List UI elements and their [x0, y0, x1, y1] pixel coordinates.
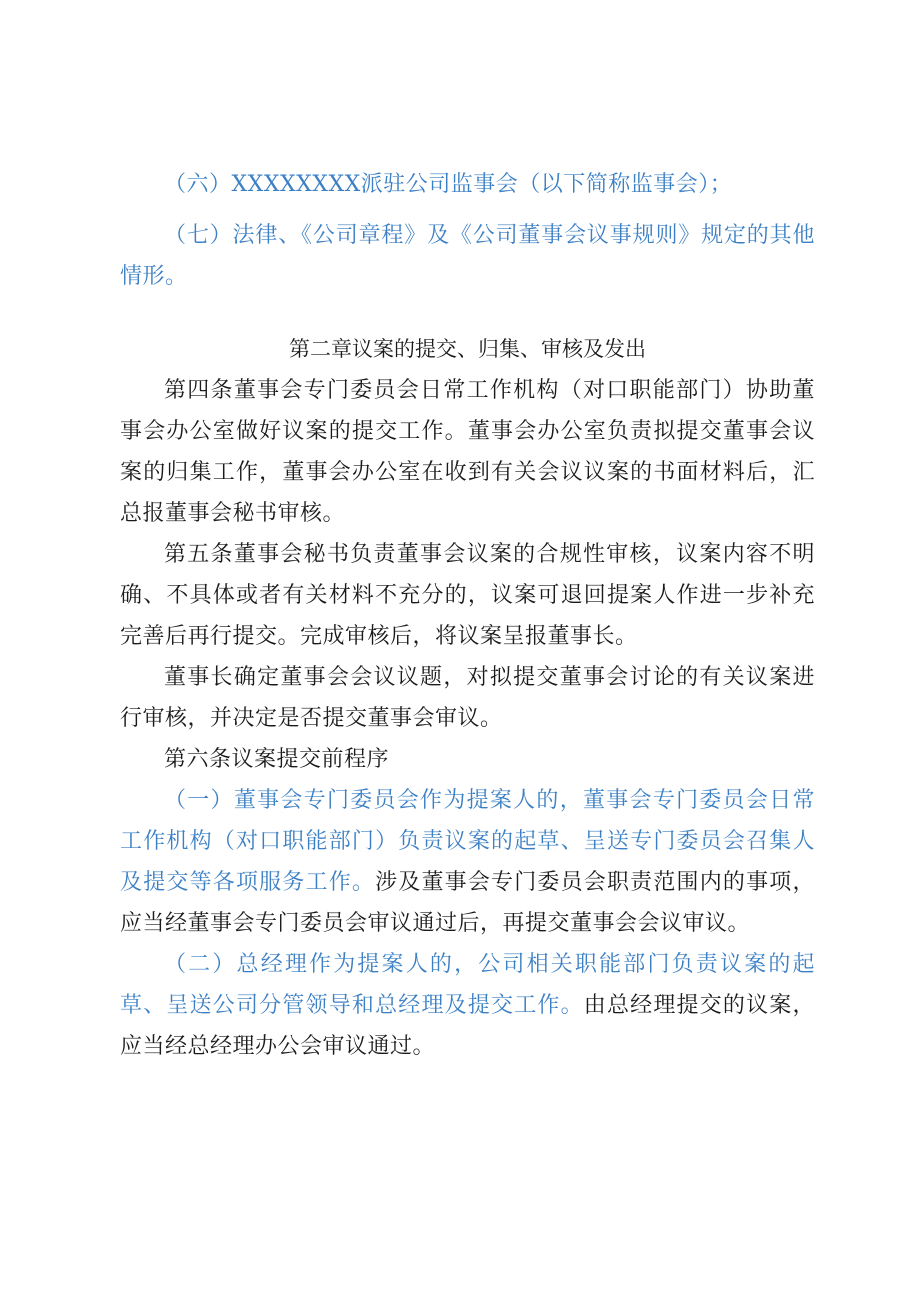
article-six-item-one-highlight: （一）董事会专门委员会作为提案人的，董事会专门委员会日常工作机构（对口职能部门）负责议案的起草、呈送专门委员会召集人及提交等各项服务工作。 [120, 788, 815, 895]
clause-six [120, 164, 815, 205]
spacer [120, 297, 815, 329]
chairman-paragraph-text: 董事长确定董事会会议议题，对拟提交董事会讨论的有关议案进行审核，并决定是否提交董事会审议。 [120, 665, 815, 731]
article-five [120, 534, 815, 657]
article-six-item-two-rest: 由总经理提交的议案，应当经总经理办公会审议通过。 [120, 993, 815, 1059]
spacer [120, 205, 815, 215]
article-five-text: 第五条董事会秘书负责董事会议案的合规性审核，议案内容不明确、不具体或者有关材料不充分的，议案可退回提案人作进一步补充完善后再行提交。完成审核后，将议案呈报董事长。 [120, 542, 815, 649]
clause-seven-text: （七）法律、《公司章程》及《公司董事会议事规则》规定的其他情形。 [120, 223, 815, 289]
clause-seven [120, 215, 815, 297]
document-body [120, 164, 815, 1067]
chairman-paragraph [120, 657, 815, 739]
article-six-item-two-highlight: （二）总经理作为提案人的，公司相关职能部门负责议案的起草、呈送公司分管领导和总经理及提交工作。 [120, 952, 815, 1018]
clause-six-text: （六）XXXXXXXX派驻公司监事会（以下简称监事会）； [164, 172, 733, 197]
chapter-two-title: 第二章议案的提交、归集、审核及发出 [289, 337, 646, 361]
article-four [120, 370, 815, 534]
article-four-text: 第四条董事会专门委员会日常工作机构（对口职能部门）协助董事会办公室做好议案的提交工作。董事会办公室负责拟提交董事会议案的归集工作，董事会办公室在收到有关会议议案的书面材料后，汇总报董事会秘书审核。 [120, 378, 815, 526]
article-six-item-two [120, 944, 815, 1067]
article-six-item-one-rest: 涉及董事会专门委员会职责范围内的事项，应当经董事会专门委员会审议通过后，再提交董事会会议审议。 [120, 870, 815, 936]
article-six-title-text: 第六条议案提交前程序 [164, 747, 390, 772]
article-six-title [120, 739, 815, 780]
article-six-item-one [120, 780, 815, 944]
